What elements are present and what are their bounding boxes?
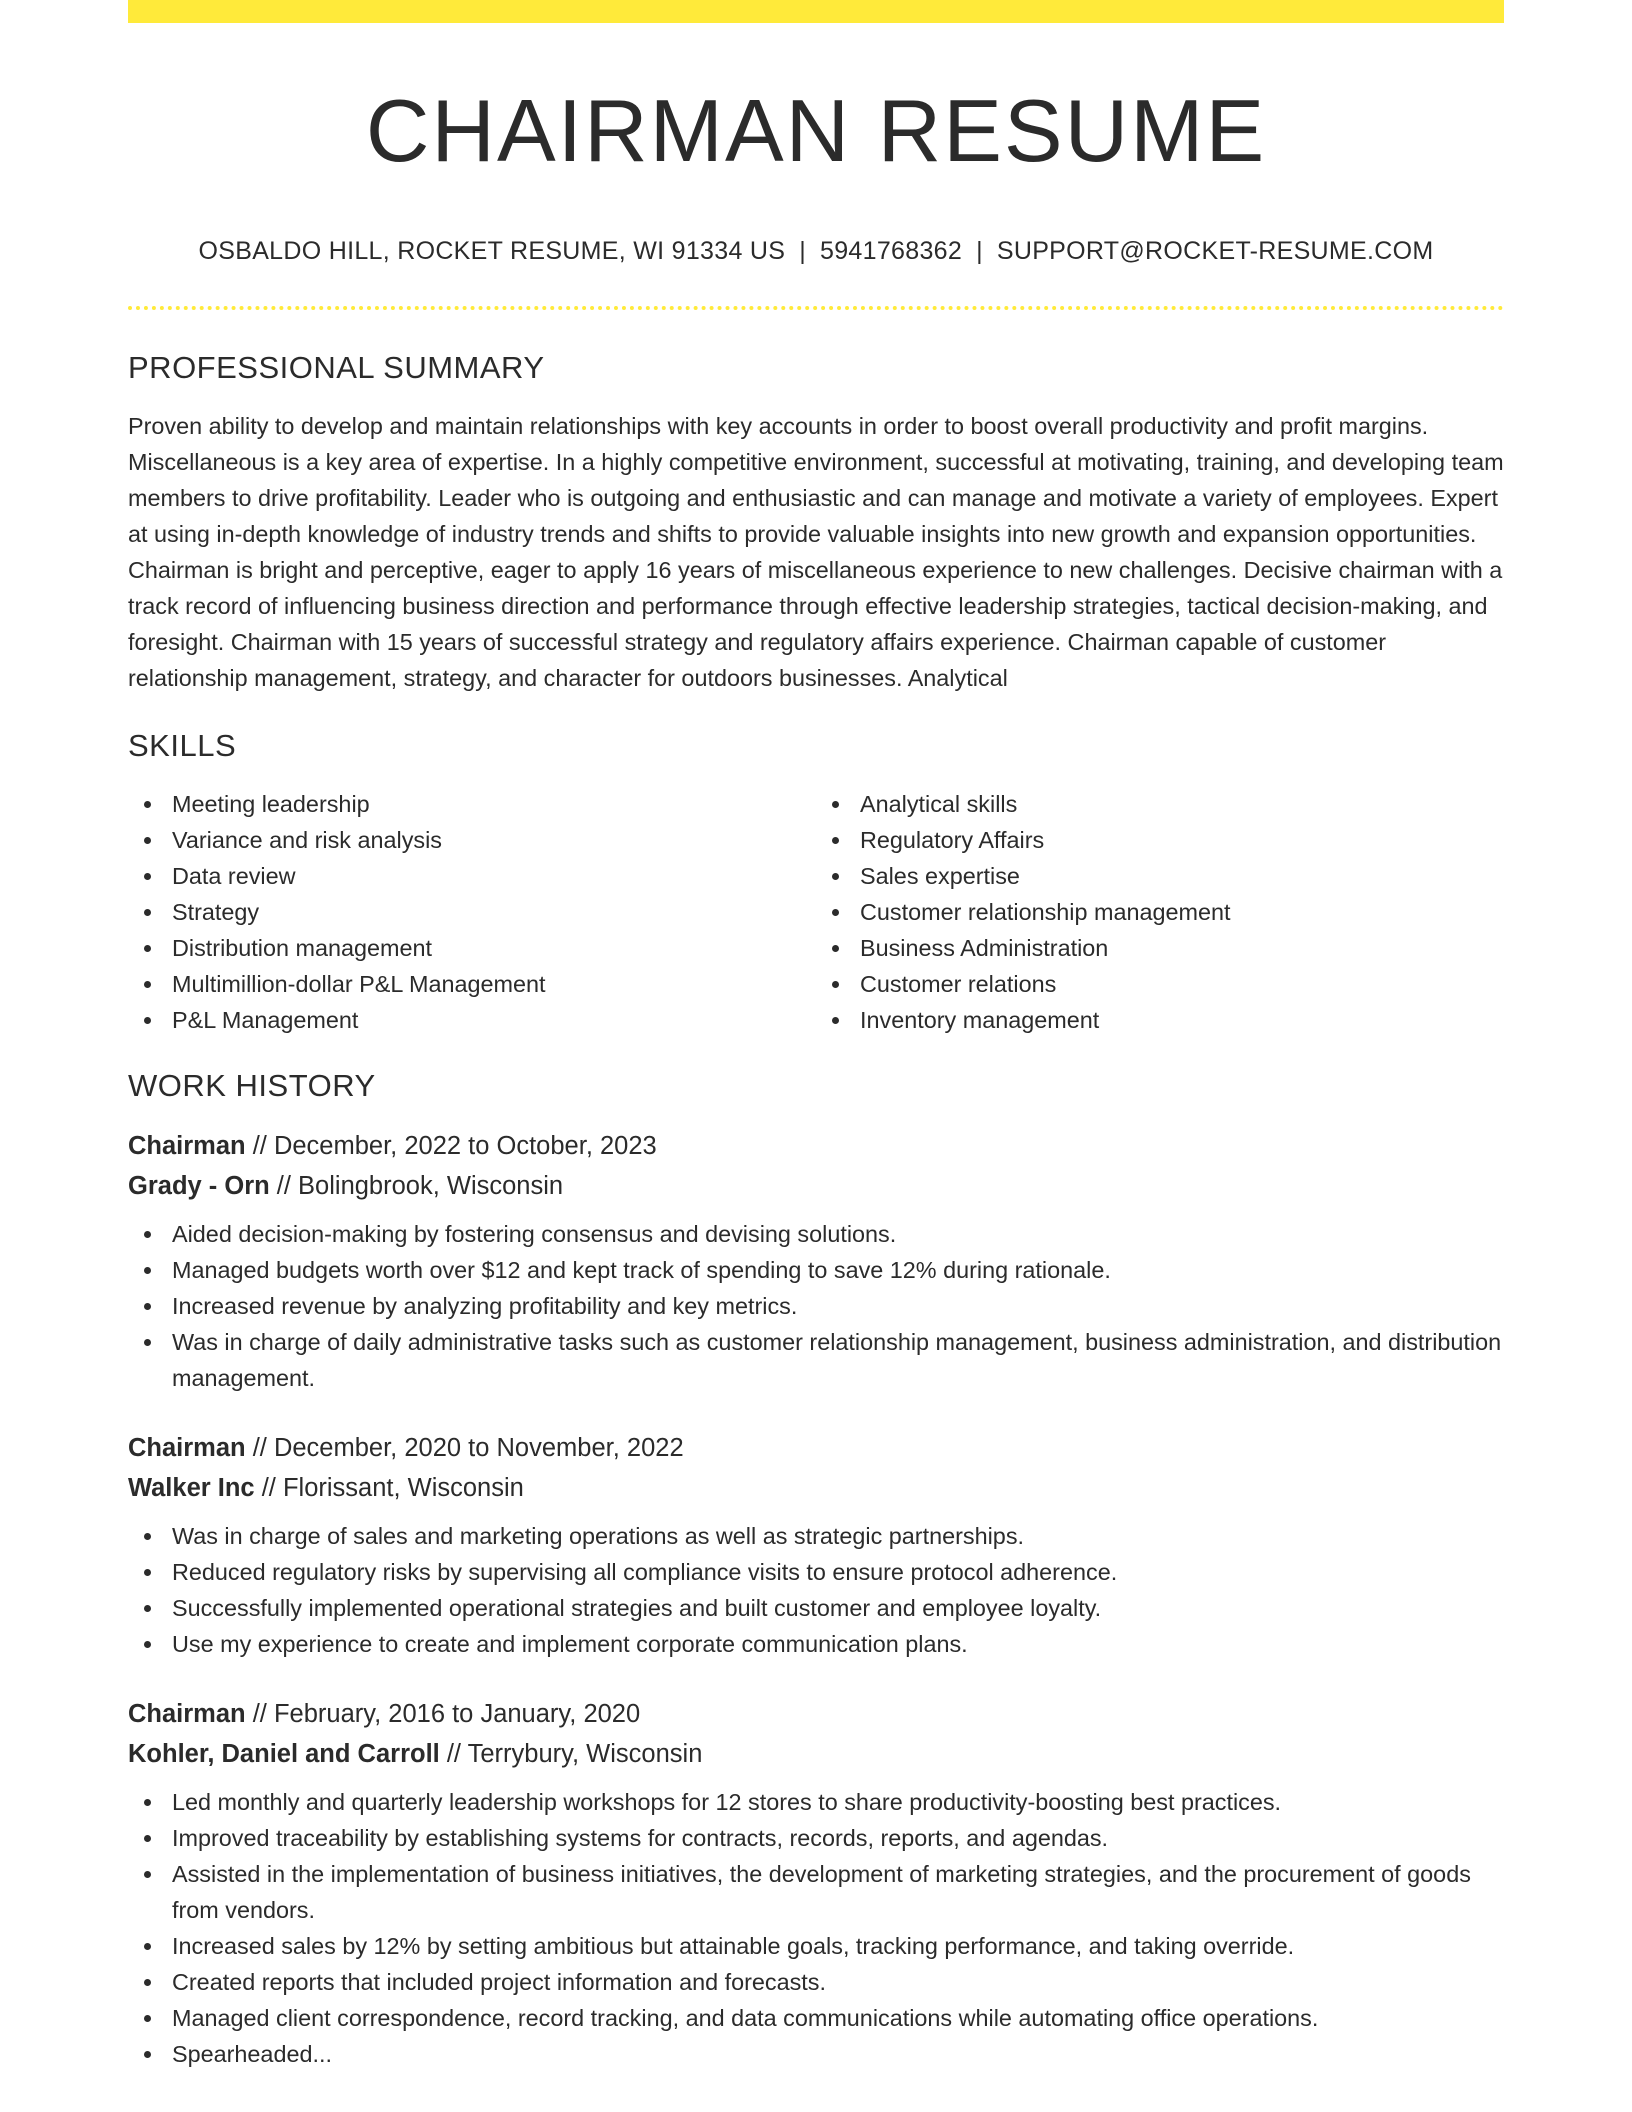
job-title: Chairman	[128, 1700, 246, 1728]
job-bullet: Managed client correspondence, record tracking, and data communications while automating office operations.	[128, 2000, 1504, 2036]
job-bullet: Increased sales by 12% by setting ambitious but attainable goals, tracking performance, and taking override.	[128, 1928, 1504, 1964]
job-company-line	[128, 1468, 1504, 1508]
skill-item: Analytical skills	[816, 786, 1504, 822]
job-bullet: Assisted in the implementation of business initiatives, the development of marketing strategies, and the procurement of goods from vendors.	[128, 1856, 1504, 1928]
job-location: // Bolingbrook, Wisconsin	[269, 1172, 564, 1200]
job-bullets	[128, 1784, 1504, 2072]
job-bullet: Was in charge of daily administrative tasks such as customer relationship management, business administration, and distribution management.	[128, 1324, 1504, 1396]
section-heading: WORK HISTORY	[128, 1068, 376, 1103]
job-bullet: Was in charge of sales and marketing operations as well as strategic partnerships.	[128, 1518, 1504, 1554]
job-bullet: Improved traceability by establishing systems for contracts, records, reports, and agendas.	[128, 1820, 1504, 1856]
job-dates: // February, 2016 to January, 2020	[245, 1700, 641, 1728]
job-company: Walker Inc	[128, 1474, 255, 1502]
job-bullet: Use my experience to create and implement corporate communication plans.	[128, 1626, 1504, 1662]
section-heading: PROFESSIONAL SUMMARY	[128, 350, 545, 385]
job-entry	[128, 1126, 1504, 1396]
job-title: Chairman	[128, 1132, 246, 1160]
skills-list-left	[128, 786, 816, 1038]
skills-columns	[128, 786, 1504, 1038]
job-title-line	[128, 1694, 1504, 1734]
job-company: Grady - Orn	[128, 1172, 270, 1200]
skills-section	[128, 728, 1504, 1038]
summary-text: Proven ability to develop and maintain relationships with key accounts in order to boost overall productivity and profit margins. Miscellaneous is a key area of expertise. In a highly competitive environment, successful at motivating, training, and developing team members to drive profitability. Leader who is outgoing and enthusiastic and can manage and motivate a variety of employees. Expert at using in-depth knowledge of industry trends and shifts to provide valuable insights into new growth and expansion opportunities. Chairman is bright and perceptive, eager to apply 16 years of miscellaneous experience to new challenges. Decisive chairman with a track record of influencing business direction and performance through effective leadership strategies, tactical decision-making, and foresight. Chairman with 15 years of successful strategy and regulatory affairs experience. Chairman capable of customer relationship management, strategy, and character for outdoors businesses. Analytical	[128, 413, 1504, 691]
job-title-line	[128, 1126, 1504, 1166]
resume-content	[128, 350, 1504, 2104]
job-bullets	[128, 1518, 1504, 1662]
skill-item: Business Administration	[816, 930, 1504, 966]
job-company: Kohler, Daniel and Carroll	[128, 1740, 440, 1768]
job-entry	[128, 1694, 1504, 2072]
job-bullet: Created reports that included project information and forecasts.	[128, 1964, 1504, 2000]
job-bullet: Aided decision-making by fostering consensus and devising solutions.	[128, 1216, 1504, 1252]
accent-bar	[128, 0, 1504, 23]
job-bullets	[128, 1216, 1504, 1396]
skill-item: Sales expertise	[816, 858, 1504, 894]
job-company-line	[128, 1734, 1504, 1774]
skill-item: Regulatory Affairs	[816, 822, 1504, 858]
skill-item: Distribution management	[128, 930, 816, 966]
resume-title: CHAIRMAN RESUME	[365, 81, 1267, 180]
job-title-line	[128, 1428, 1504, 1468]
contact-separator: |	[799, 237, 807, 265]
job-bullet: Increased revenue by analyzing profitability and key metrics.	[128, 1288, 1504, 1324]
section-heading: SKILLS	[128, 728, 237, 763]
job-dates: // December, 2020 to November, 2022	[245, 1434, 684, 1462]
skill-item: Strategy	[128, 894, 816, 930]
work-history-section	[128, 1068, 1504, 2072]
job-location: // Florissant, Wisconsin	[254, 1474, 524, 1502]
job-bullet: Managed budgets worth over $12 and kept track of spending to save 12% during rationale.	[128, 1252, 1504, 1288]
job-bullet: Successfully implemented operational strategies and built customer and employee loyalty.	[128, 1590, 1504, 1626]
skill-item: Data review	[128, 858, 816, 894]
skill-item: Variance and risk analysis	[128, 822, 816, 858]
professional-summary-section	[128, 350, 1504, 696]
job-dates: // December, 2022 to October, 2023	[245, 1132, 657, 1160]
contact-address: OSBALDO HILL, ROCKET RESUME, WI 91334 US	[198, 237, 786, 265]
skills-list-right	[816, 786, 1504, 1038]
job-company-line	[128, 1166, 1504, 1206]
skill-item: Customer relations	[816, 966, 1504, 1002]
dotted-divider	[128, 306, 1504, 310]
job-entry	[128, 1428, 1504, 1662]
contact-separator: |	[976, 237, 983, 265]
contact-phone: 5941768362	[820, 237, 963, 265]
job-bullet: Reduced regulatory risks by supervising all compliance visits to ensure protocol adherence.	[128, 1554, 1504, 1590]
skill-item: P&L Management	[128, 1002, 816, 1038]
job-title: Chairman	[128, 1434, 246, 1462]
job-bullet: Spearheaded...	[128, 2036, 1504, 2072]
contact-line	[128, 237, 1504, 266]
contact-email: SUPPORT@ROCKET-RESUME.COM	[996, 237, 1434, 265]
skill-item: Meeting leadership	[128, 786, 816, 822]
job-bullet: Led monthly and quarterly leadership workshops for 12 stores to share productivity-boosting best practices.	[128, 1784, 1504, 1820]
skill-item: Multimillion-dollar P&L Management	[128, 966, 816, 1002]
job-location: // Terrybury, Wisconsin	[439, 1740, 703, 1768]
skill-item: Inventory management	[816, 1002, 1504, 1038]
skill-item: Customer relationship management	[816, 894, 1504, 930]
